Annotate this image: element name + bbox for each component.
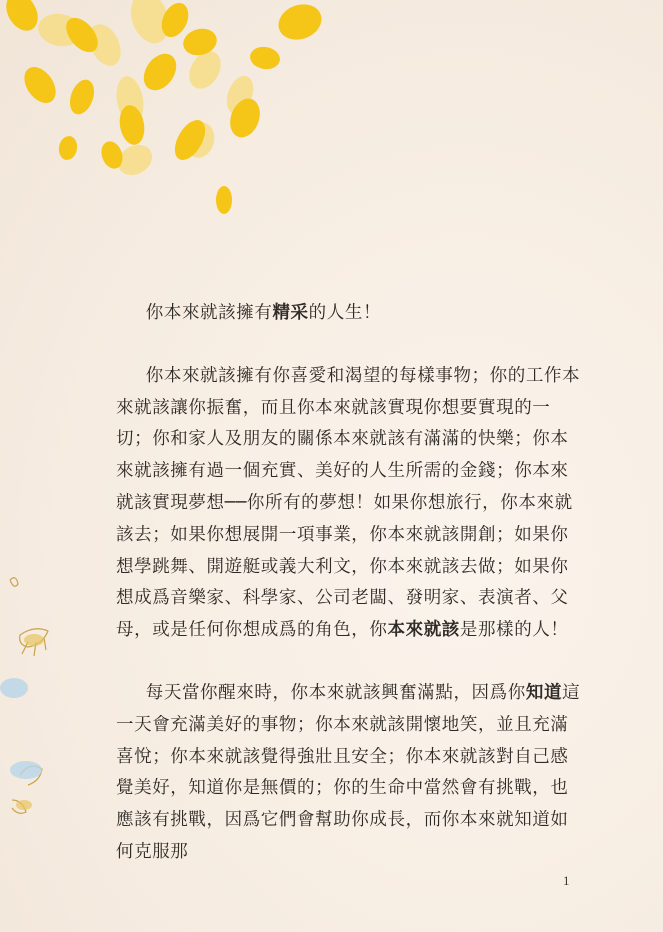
paragraph: 你本來就該擁有你喜愛和渴望的每樣事物；你的工作本來就該讓你振奮，而且你本來就該實現你想要實現的一切；你和家人及朋友的關係本來就該有滿滿的快樂；你本來就該擁有過一個充實、美好的人生所需的金錢；你本來就該實現夢想──你所有的夢想！如果你想旅行，你本來就該去；如果你想展開一項事業，你本來就該開創；如果你想學跳舞、開遊艇或義大利文，你本來就該去做；如果你想成爲音樂家、科學家、公司老闆、發明家、表演者、父母，或是任何你想成爲的角色，你本來就該是那樣的人！: [116, 365, 581, 641]
emphasis: 知道: [525, 682, 563, 703]
flower-decoration: [0, 560, 60, 840]
opening-line: 你本來就該擁有精采的人生！: [145, 303, 382, 323]
emphasis: 精采: [272, 303, 309, 323]
body-text: [116, 298, 586, 869]
yellow-leaves-decoration: [0, 0, 340, 230]
paragraph: 每天當你醒來時，你本來就該興奮滿點，因爲你知道這一天會充滿美好的事物；你本來就該開懷地笑，並且充滿喜悅；你本來就該覺得強壯且安全；你本來就該對自己感覺美好，知道你是無價的；你的生命中當然會有挑戰，也應該有挑戰，因爲它們會幫助你成長，而你本來就知道如何克服那: [116, 682, 581, 862]
emphasis: 本來就該: [387, 620, 460, 641]
page-number: 1: [563, 873, 570, 888]
